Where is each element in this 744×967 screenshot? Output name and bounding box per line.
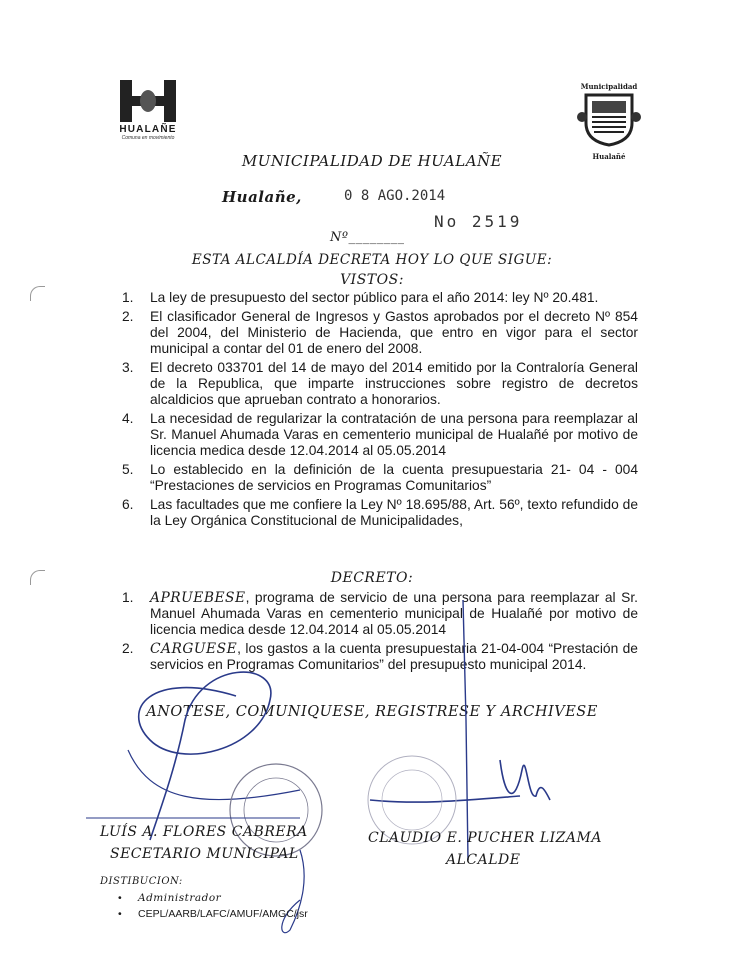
vistos-heading: VISTOS: [340,272,404,288]
mayor-title: ALCALDE [446,852,521,868]
list-item: 3. El decreto 033701 del 14 de mayo del 2014 emitido por la Contraloría General de la Republica, que imparte instrucciones sobre registro de decretos alcaldicios que aprueban contrato a honorarios. [122,360,638,407]
list-item-text: CEPL/AARB/LAFC/AMUF/AMGC/jsr [138,908,308,920]
logo-text: HUALAÑE [119,124,177,135]
decree-intro: ESTA ALCALDÍA DECRETA HOY LO QUE SIGUE: [191,252,553,268]
decree-keyword: APRUEBESE [150,590,246,606]
logo-tagline: Comuna en movimiento [121,135,175,141]
list-item: • CEPL/AARB/LAFC/AMUF/AMGC/jsr [118,908,308,920]
list-item-text: , programa de servicio de una persona para reemplazar al Sr. Manuel Ahumada Varas en cementerio municipal de Hualañé por motivo de licencia medica desde 12.04.2014 al 05.05.2014 [150,590,638,637]
list-item-text: La necesidad de regularizar la contratación de una persona para reemplazar al Sr. Manuel Ahumada Varas en cementerio municipal de Hualañé por motivo de licencia medica desde 12.04.2014 al 05.05.2014 [150,411,638,458]
list-item: 1. APRUEBESE, programa de servicio de una persona para reemplazar al Sr. Manuel Ahumada Varas en cementerio municipal de Hualañé por motivo de licencia medica desde 12.04.2014 al 05.05.2014 [122,590,638,637]
left-signature-icon [139,672,271,840]
page-title: MUNICIPALIDAD DE HUALAÑE [241,152,503,170]
list-item-text: El decreto 033701 del 14 de mayo del 2014 emitido por la Contraloría General de la Republica, que imparte instrucciones sobre registro de decretos alcaldicios que aprueban contrato a honorarios. [150,360,638,407]
list-item: 2. El clasificador General de Ingresos y Gastos aprobados por el decreto Nº 854 del 2004, del Ministerio de Hacienda, que entro en vigor para el sector municipal a contar del 01 de enero del 2008. [122,309,638,356]
number-label: Nº________ [330,230,405,245]
secretary-name: LUÍS A. FLORES CABRERA [100,824,308,840]
list-item-text: , los gastos a la cuenta presupuestaria 21-04-004 “Prestación de servicios en Programas Comunitarios” del presupuesto municipal 2014. [150,641,638,672]
list-item: 1. La ley de presupuesto del sector público para el año 2014: ley Nº 20.481. [122,290,599,305]
decreto-heading: DECRETO: [330,570,414,586]
right-signature-icon [370,760,550,802]
coat-of-arms-icon [574,91,644,147]
list-item-text: Las facultades que me confiere la Ley Nº 18.695/88, Art. 56º, texto refundido de la Ley Orgánica Constitucional de Municipalidades, [150,497,638,528]
list-item-text: El clasificador General de Ingresos y Gastos aprobados por el decreto Nº 854 del 2004, del Ministerio de Hacienda, que entro en vigor para el sector municipal a contar del 01 de enero del 2008. [150,309,638,356]
list-item: 2. CARGUESE, los gastos a la cuenta presupuestaria 21-04-004 “Prestación de servicios en Programas Comunitarios” del presupuesto municipal 2014. [122,641,638,672]
hualane-h-icon [120,80,176,122]
signatures-drawing [0,600,744,967]
hualane-logo [116,80,180,141]
secretary-title: SECETARIO MUNICIPAL [110,846,299,862]
seal-bottom-text: Hualañé [592,152,626,161]
distribution-label: DISTIBUCION: [100,876,183,887]
date-stamp: 0 8 AGO.2014 [344,188,446,204]
distribution-list [118,890,308,922]
mayor-name: CLAUDIO E. PUCHER LIZAMA [368,830,602,846]
list-item: 5. Lo establecido en la definición de la cuenta presupuestaria 21- 04 - 004 “Prestaciones de servicios en Programas Comunitarios” [122,462,638,493]
list-item: 4. La necesidad de regularizar la contratación de una persona para reemplazar al Sr. Manuel Ahumada Varas en cementerio municipal de Hualañé por motivo de licencia medica desde 12.04.2014 al 05.05.2014 [122,411,638,458]
list-item-text: Administrador [138,892,222,904]
vistos-list [122,290,638,532]
number-stamp: No 2519 [434,212,523,231]
closing-statement: ANOTESE, COMUNIQUESE, REGISTRESE Y ARCHIVESE [146,704,598,720]
list-item: 6. Las facultades que me confiere la Ley Nº 18.695/88, Art. 56º, texto refundido de la Ley Orgánica Constitucional de Municipalidades, [122,497,638,528]
list-item: • Administrador [118,892,222,904]
seal-top-text: Municipalidad [580,82,638,91]
list-item-text: Lo establecido en la definición de la cuenta presupuestaria 21- 04 - 004 “Prestaciones de servicios en Programas Comunitarios” [150,462,638,493]
punch-mark-top [30,286,45,301]
municipal-seal [574,82,644,161]
list-item-text: La ley de presupuesto del sector público para el año 2014: ley Nº 20.481. [150,290,599,305]
right-signature-line-icon [462,600,468,860]
place-name: Hualañe, [222,188,302,206]
decree-keyword: CARGUESE [150,641,238,657]
